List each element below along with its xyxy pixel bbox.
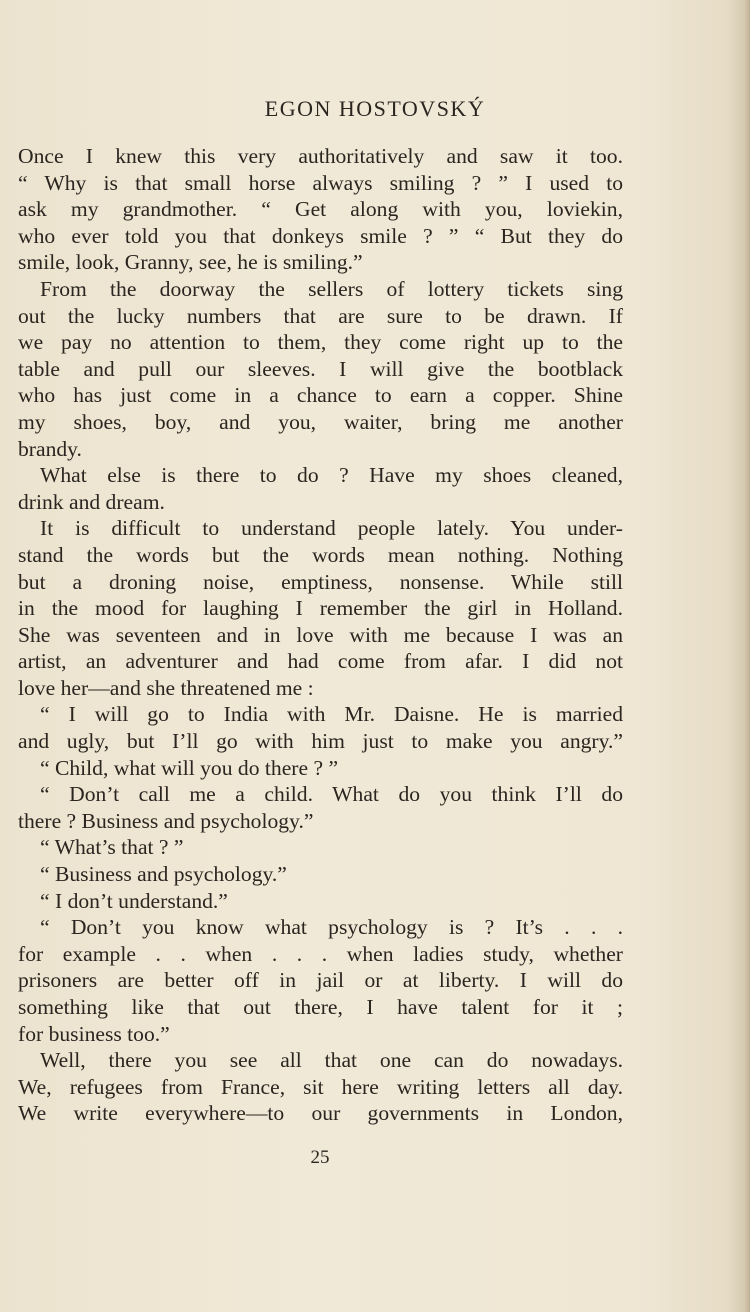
text-line: “ Business and psychology.” [40,862,287,887]
text-line: in the mood for laughing I remember the girl in Holland. [18,596,623,621]
text-line: From the doorway the sellers of lottery tickets sing [40,276,623,301]
text-line: for example . . when . . . when ladies study, whether [18,941,623,966]
text-line: who ever told you that donkeys smile ? ” “ But they do [18,223,623,248]
text-line: “ Don’t call me a child. What do you think I’ll do [40,782,623,807]
text-line: and ugly, but I’ll go with him just to make you angry.” [18,729,623,754]
text-line: for business too.” [18,1021,170,1046]
text-line: “ Don’t you know what psychology is ? It’s . . . [40,915,623,940]
text-line: drink and dream. [18,489,165,514]
text-line: artist, an adventurer and had come from afar. I did not [18,649,623,674]
text-line: something like that out there, I have talent for it ; [18,995,623,1019]
page-edge-shadow [744,0,750,1312]
text-line: It is difficult to understand people lately. You under- [40,516,623,541]
text-line: We write everywhere—to our governments in London, [18,1101,623,1126]
text-line: but a droning noise, emptiness, nonsense. While still [18,569,623,594]
text-line: “ I will go to India with Mr. Daisne. He is married [40,702,623,727]
text-line: “ What’s that ? ” [40,835,184,860]
text-line: out the lucky numbers that are sure to be drawn. If [18,303,623,328]
text-line: there ? Business and psychology.” [18,808,314,833]
body-text [18,143,623,1127]
text-line: “ Child, what will you do there ? ” [40,755,339,780]
text-line: smile, look, Granny, see, he is smiling.” [18,250,363,275]
text-line: my shoes, boy, and you, waiter, bring me another [18,409,623,434]
text-line: table and pull our sleeves. I will give the bootblack [18,356,623,381]
text-line: Well, there you see all that one can do nowadays. [40,1048,623,1073]
text-line: who has just come in a chance to earn a copper. Shine [18,383,623,408]
text-line: love her—and she threatened me : [18,675,314,700]
text-line: ask my grandmother. “ Get along with you, loviekin, [18,197,623,222]
text-line: we pay no attention to them, they come right up to the [18,330,623,355]
text-line: “ I don’t understand.” [40,888,228,913]
text-line: She was seventeen and in love with me because I was an [18,622,623,647]
text-line: What else is there to do ? Have my shoes cleaned, [40,463,623,488]
text-line: “ Why is that small horse always smiling ? ” I used to [18,170,623,195]
text-line: brandy. [18,436,82,461]
text-line: prisoners are better off in jail or at liberty. I will do [18,968,623,993]
text-line: Once I knew this very authoritatively and saw it too. [18,144,623,168]
text-line: stand the words but the words mean nothing. Nothing [18,542,623,567]
text-line: We, refugees from France, sit here writing letters all day. [18,1074,623,1099]
running-head: EGON HOSTOVSKÝ [264,96,486,121]
page-number: 25 [310,1147,330,1168]
